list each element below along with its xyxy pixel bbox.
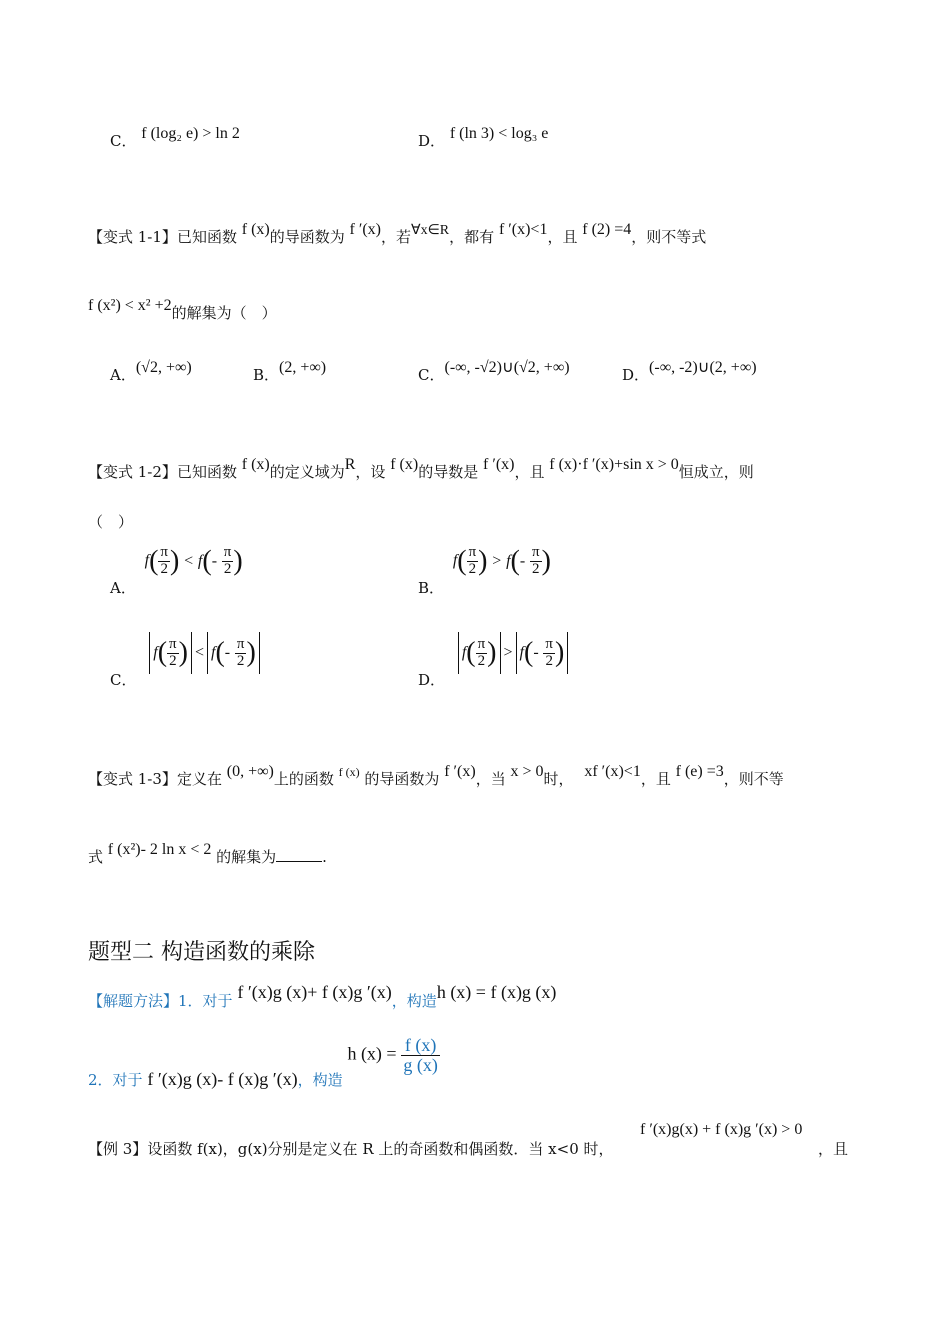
abs-bar xyxy=(516,632,517,674)
abs-bar xyxy=(458,632,459,674)
math: f xyxy=(153,644,158,661)
math: x > 0 xyxy=(510,763,544,780)
paren: ( xyxy=(215,637,225,668)
variant-1-2-option-b xyxy=(418,544,551,598)
text: ，构造 xyxy=(297,1071,343,1090)
math: f ′(x)<1 xyxy=(498,221,548,238)
den: 2 xyxy=(545,652,553,669)
math: (-∞, -√2)∪(√2, +∞) xyxy=(444,359,570,376)
math: h (x) = xyxy=(347,1043,397,1064)
math: (2, +∞) xyxy=(279,359,327,376)
math: f xyxy=(210,644,216,661)
text: 已知函数 xyxy=(176,228,237,246)
variant-1-2-option-a xyxy=(110,544,243,598)
text: 式 xyxy=(88,848,104,866)
fraction xyxy=(467,545,479,578)
num: π xyxy=(545,635,553,652)
section-heading: 题型二 构造函数的乘除 xyxy=(88,940,315,965)
math: f xyxy=(461,644,467,661)
text: ，且 xyxy=(818,1140,849,1158)
paren: ) xyxy=(178,637,188,668)
num: π xyxy=(468,544,477,560)
math: f (x) xyxy=(241,221,270,238)
paren: ( xyxy=(202,545,212,577)
math: (√2, +∞) xyxy=(135,359,192,376)
math: f xyxy=(144,552,150,570)
text: （ ） xyxy=(88,513,134,531)
text: . xyxy=(322,848,327,866)
math: R xyxy=(344,456,356,473)
option-c-expr: f (log₂ e) > ln 2 xyxy=(141,125,240,142)
text: 的导函数为 xyxy=(364,770,440,788)
paren: ) xyxy=(555,637,565,668)
math: - xyxy=(533,644,539,661)
fraction xyxy=(401,1036,440,1075)
option-label: A． xyxy=(110,579,136,598)
num: π xyxy=(477,635,486,652)
variant-1-1-option-a xyxy=(110,359,192,385)
text: 的导函数为 xyxy=(269,228,345,246)
option-label: B． xyxy=(253,366,280,384)
paren: ( xyxy=(466,637,476,668)
den: 2 xyxy=(477,652,486,669)
math: f (x)·f ′(x)+sin x > 0 xyxy=(549,456,679,473)
math: > xyxy=(503,644,513,661)
fraction xyxy=(530,545,542,578)
abs-bar xyxy=(207,632,208,674)
fraction xyxy=(476,637,488,670)
abs-bar xyxy=(259,632,260,674)
variant-1-3-line1 xyxy=(88,763,784,789)
paren: ( xyxy=(157,637,168,668)
math: f xyxy=(519,644,524,661)
den: 2 xyxy=(532,560,540,577)
fraction xyxy=(167,637,179,670)
variant-1-2-line2 xyxy=(88,511,133,532)
math: < xyxy=(194,644,204,661)
den: 2 xyxy=(169,652,177,669)
option-d-label: D． xyxy=(418,132,446,150)
variant-1-2-line1 xyxy=(88,456,754,482)
math: - xyxy=(211,552,218,570)
variant-1-1-line2 xyxy=(88,297,277,323)
example-tag: 【例 3】 xyxy=(88,1140,148,1158)
den: g (x) xyxy=(403,1054,438,1075)
variant-1-1-line1 xyxy=(88,221,707,247)
variant-tag: 【变式 1-3】 xyxy=(88,770,177,788)
math: > xyxy=(492,552,502,570)
math: f xyxy=(506,552,511,570)
paren: ) xyxy=(478,545,488,577)
option-c-label: C． xyxy=(110,132,137,150)
option-label: A． xyxy=(110,366,136,384)
math: f xyxy=(197,552,203,570)
option-c-top xyxy=(110,125,240,151)
math: ∀x∈R xyxy=(411,223,450,238)
abs-bar xyxy=(500,632,501,674)
abs-bar xyxy=(191,632,192,674)
math: f ′(x) xyxy=(482,456,515,473)
num: π xyxy=(160,544,168,560)
math: - xyxy=(519,552,526,570)
option-d-top xyxy=(418,125,549,151)
den: 2 xyxy=(160,560,168,577)
math: f (e) =3 xyxy=(675,763,724,780)
variant-1-2-option-d xyxy=(418,632,571,689)
text: ，构造 xyxy=(391,992,437,1010)
fraction xyxy=(158,545,170,578)
math: f ′(x)g(x) + f (x)g ′(x) > 0 xyxy=(640,1121,803,1138)
den: 2 xyxy=(236,652,245,669)
math: f (x) xyxy=(338,765,360,779)
method-tag: 【解题方法】1．对于 xyxy=(88,992,233,1010)
abs-bar xyxy=(149,632,150,674)
option-label: C． xyxy=(110,671,137,689)
text: ，则不等式 xyxy=(631,228,707,246)
math: f (x) xyxy=(390,456,419,473)
text: ，且 xyxy=(514,463,545,481)
paren: ) xyxy=(169,545,180,577)
variant-1-1-option-b xyxy=(253,359,327,385)
math: (-∞, -2)∪(2, +∞) xyxy=(649,359,757,376)
den: 2 xyxy=(223,560,232,577)
math: - xyxy=(224,644,231,661)
text: ，则不等 xyxy=(723,770,784,788)
math: f ′(x)g (x)+ f (x)g ′(x) xyxy=(237,982,392,1002)
paren: ( xyxy=(523,637,534,668)
text: 的导数是 xyxy=(418,463,479,481)
text: ，且 xyxy=(547,228,578,246)
method-line-1 xyxy=(88,982,557,1011)
example-3-tail xyxy=(818,1138,848,1159)
example-3-condition xyxy=(640,1120,802,1139)
variant-tag: 【变式 1-2】 xyxy=(88,463,177,481)
fraction xyxy=(235,637,247,670)
fraction xyxy=(222,545,234,578)
variant-tag: 【变式 1-1】 xyxy=(88,228,177,246)
math: f (x²)- 2 ln x < 2 xyxy=(107,841,212,858)
den: 2 xyxy=(468,560,477,577)
variant-1-1-option-c xyxy=(418,359,570,385)
text: ，且 xyxy=(640,770,671,788)
fraction xyxy=(543,637,555,670)
num: π xyxy=(531,544,540,560)
text: 的定义域为 xyxy=(269,463,345,481)
text: 的解集为 xyxy=(216,848,277,866)
answer-blank xyxy=(276,849,322,862)
option-d-expr: f (ln 3) < log₃ e xyxy=(449,125,549,142)
num: f (x) xyxy=(401,1036,440,1056)
math: < xyxy=(184,552,194,570)
text: ，设 xyxy=(355,463,386,481)
math: f (x²) < x² +2 xyxy=(88,297,172,314)
variant-1-1-option-d xyxy=(622,359,757,385)
paren: ) xyxy=(541,545,551,577)
text: 恒成立，则 xyxy=(678,463,754,481)
option-label: B． xyxy=(418,579,445,598)
math: (0, +∞) xyxy=(226,763,274,780)
text: 上的函数 xyxy=(273,770,334,788)
paren: ) xyxy=(246,637,256,668)
math: f xyxy=(452,552,458,570)
num: π xyxy=(169,635,177,652)
math: f ′(x)g (x)- f (x)g ′(x) xyxy=(147,1069,298,1090)
math: xf ′(x)<1 xyxy=(584,763,641,780)
num: π xyxy=(223,544,232,560)
paren: ( xyxy=(149,545,159,577)
example-3 xyxy=(88,1138,614,1159)
text: ，当 xyxy=(475,770,506,788)
method-line-2 xyxy=(88,1035,440,1090)
option-label: D． xyxy=(622,366,650,384)
variant-1-2-option-c xyxy=(110,632,263,689)
text: ，若 xyxy=(381,228,412,246)
math: f ′(x) xyxy=(349,221,381,238)
option-label: C． xyxy=(418,366,445,384)
math: f (x) xyxy=(241,456,270,473)
text: 设函数 f(x)，g(x)分别是定义在 R 上的奇函数和偶函数．当 x<0 时， xyxy=(147,1140,614,1158)
math: f ′(x) xyxy=(444,763,476,780)
text: 定义在 xyxy=(176,770,222,788)
abs-bar xyxy=(567,632,568,674)
paren: ) xyxy=(487,637,497,668)
text: ，都有 xyxy=(449,228,495,246)
paren: ( xyxy=(457,545,467,577)
option-label: D． xyxy=(418,671,446,689)
paren: ( xyxy=(510,545,520,577)
text: 的解集为（ ） xyxy=(171,304,277,322)
math: f (2) =4 xyxy=(582,221,632,238)
text: 时， xyxy=(543,770,574,788)
paren: ) xyxy=(233,545,243,577)
variant-1-3-line2 xyxy=(88,841,327,867)
text: 已知函数 xyxy=(176,463,237,481)
num: π xyxy=(236,635,245,652)
math: h (x) = f (x)g (x) xyxy=(436,982,557,1002)
text: 2．对于 xyxy=(88,1071,143,1090)
